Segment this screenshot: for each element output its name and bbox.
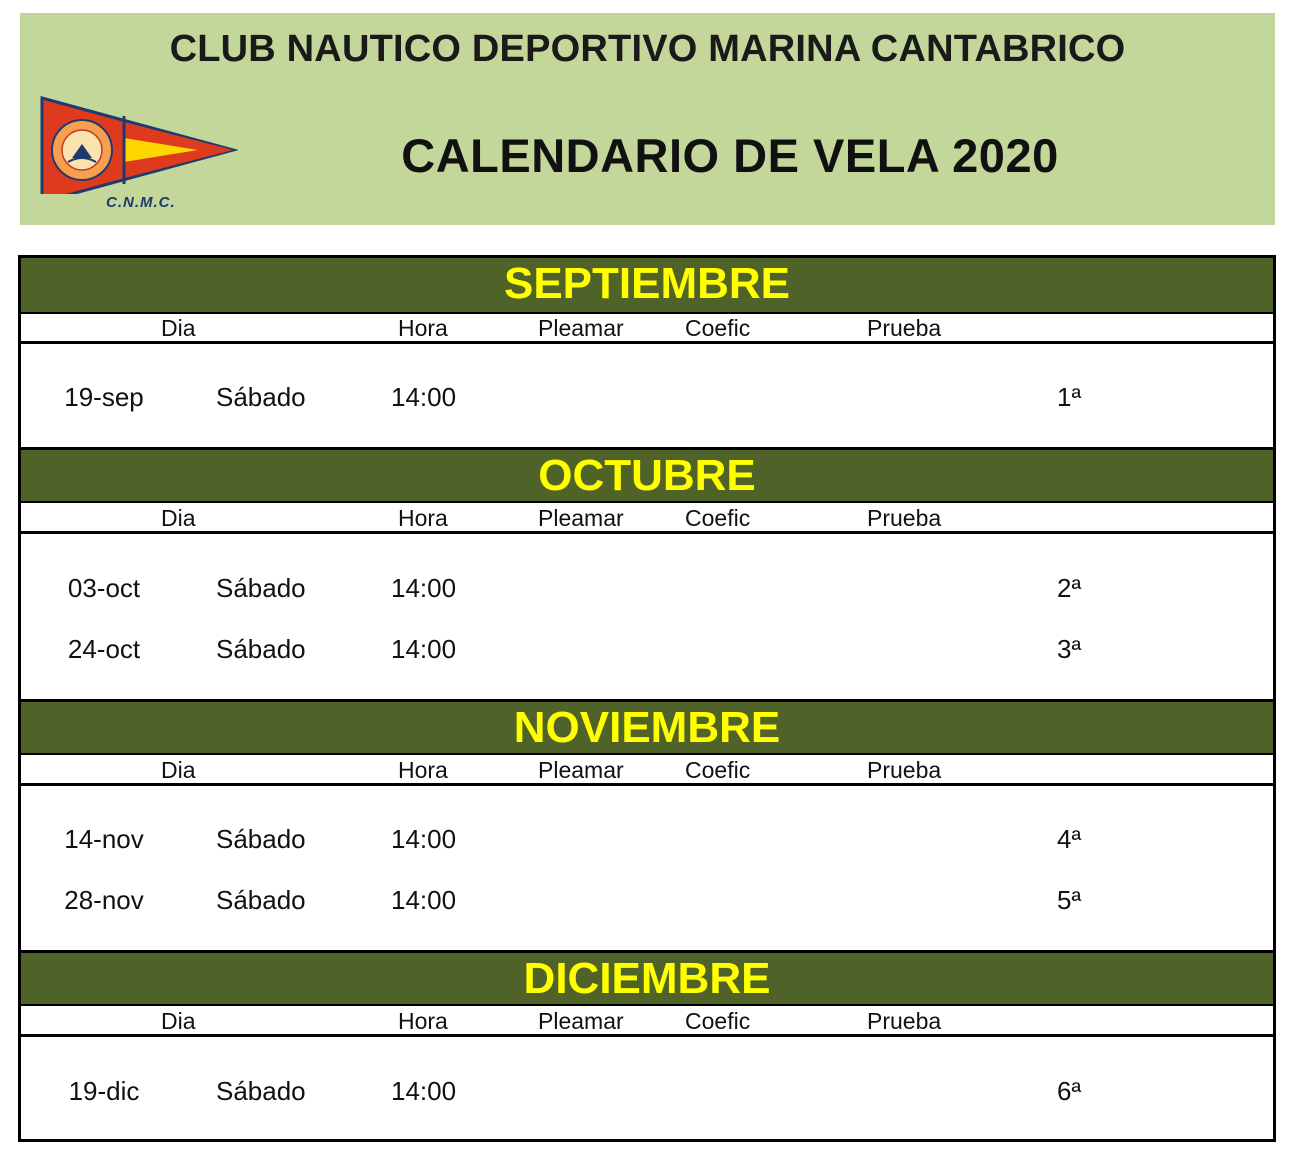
row-date: 28-nov xyxy=(64,885,144,915)
row-date: 19-sep xyxy=(64,382,144,412)
row-weekday: Sábado xyxy=(216,1076,306,1106)
month-header-octubre: OCTUBRE xyxy=(21,447,1273,503)
month-header-noviembre: NOVIEMBRE xyxy=(21,699,1273,755)
row-time: 14:00 xyxy=(391,885,457,915)
col-pleamar: Pleamar xyxy=(538,505,624,531)
col-hora: Hora xyxy=(398,505,448,531)
col-pleamar: Pleamar xyxy=(538,315,624,341)
col-coefic: Coefic xyxy=(685,757,751,783)
col-prueba: Prueba xyxy=(867,1008,942,1034)
row-race: 1ª xyxy=(1057,382,1082,412)
table-row xyxy=(21,885,1273,925)
table-row xyxy=(21,634,1273,674)
col-hora: Hora xyxy=(398,1008,448,1034)
column-headers xyxy=(21,1007,1273,1037)
club-name: CLUB NAUTICO DEPORTIVO MARINA CANTABRICO xyxy=(169,28,1126,70)
month-header-diciembre: DICIEMBRE xyxy=(21,950,1273,1006)
row-date: 19-dic xyxy=(68,1076,140,1106)
row-race: 6ª xyxy=(1057,1076,1082,1106)
row-race: 3ª xyxy=(1057,634,1082,664)
col-pleamar: Pleamar xyxy=(538,757,624,783)
calendar-title: CALENDARIO DE VELA 2020 xyxy=(401,129,1059,182)
column-headers xyxy=(21,504,1273,534)
col-prueba: Prueba xyxy=(867,315,942,341)
table-row xyxy=(21,824,1273,864)
calendar-table xyxy=(18,255,1276,1142)
row-weekday: Sábado xyxy=(216,885,306,915)
col-dia: Dia xyxy=(161,1008,196,1034)
col-pleamar: Pleamar xyxy=(538,1008,624,1034)
table-row xyxy=(21,573,1273,613)
club-pennant-logo xyxy=(38,94,238,194)
row-weekday: Sábado xyxy=(216,824,306,854)
row-time: 14:00 xyxy=(391,573,457,603)
col-dia: Dia xyxy=(161,757,196,783)
col-hora: Hora xyxy=(398,757,448,783)
logo-caption: C.N.M.C. xyxy=(106,194,176,211)
col-dia: Dia xyxy=(161,315,196,341)
row-weekday: Sábado xyxy=(216,573,306,603)
column-headers xyxy=(21,756,1273,786)
col-hora: Hora xyxy=(398,315,448,341)
row-date: 14-nov xyxy=(64,824,144,854)
col-coefic: Coefic xyxy=(685,1008,751,1034)
row-race: 4ª xyxy=(1057,824,1082,854)
col-prueba: Prueba xyxy=(867,757,942,783)
row-date: 03-oct xyxy=(67,573,141,603)
table-row xyxy=(21,382,1273,422)
row-time: 14:00 xyxy=(391,634,457,664)
month-header-septiembre: SEPTIEMBRE xyxy=(21,258,1273,314)
row-date: 24-oct xyxy=(67,634,141,664)
row-weekday: Sábado xyxy=(216,382,306,412)
row-time: 14:00 xyxy=(391,382,457,412)
col-coefic: Coefic xyxy=(685,315,751,341)
row-weekday: Sábado xyxy=(216,634,306,664)
row-time: 14:00 xyxy=(391,824,457,854)
column-headers xyxy=(21,314,1273,344)
col-prueba: Prueba xyxy=(867,505,942,531)
row-race: 2ª xyxy=(1057,573,1082,603)
row-race: 5ª xyxy=(1057,885,1082,915)
col-dia: Dia xyxy=(161,505,196,531)
table-row xyxy=(21,1076,1273,1116)
row-time: 14:00 xyxy=(391,1076,457,1106)
col-coefic: Coefic xyxy=(685,505,751,531)
